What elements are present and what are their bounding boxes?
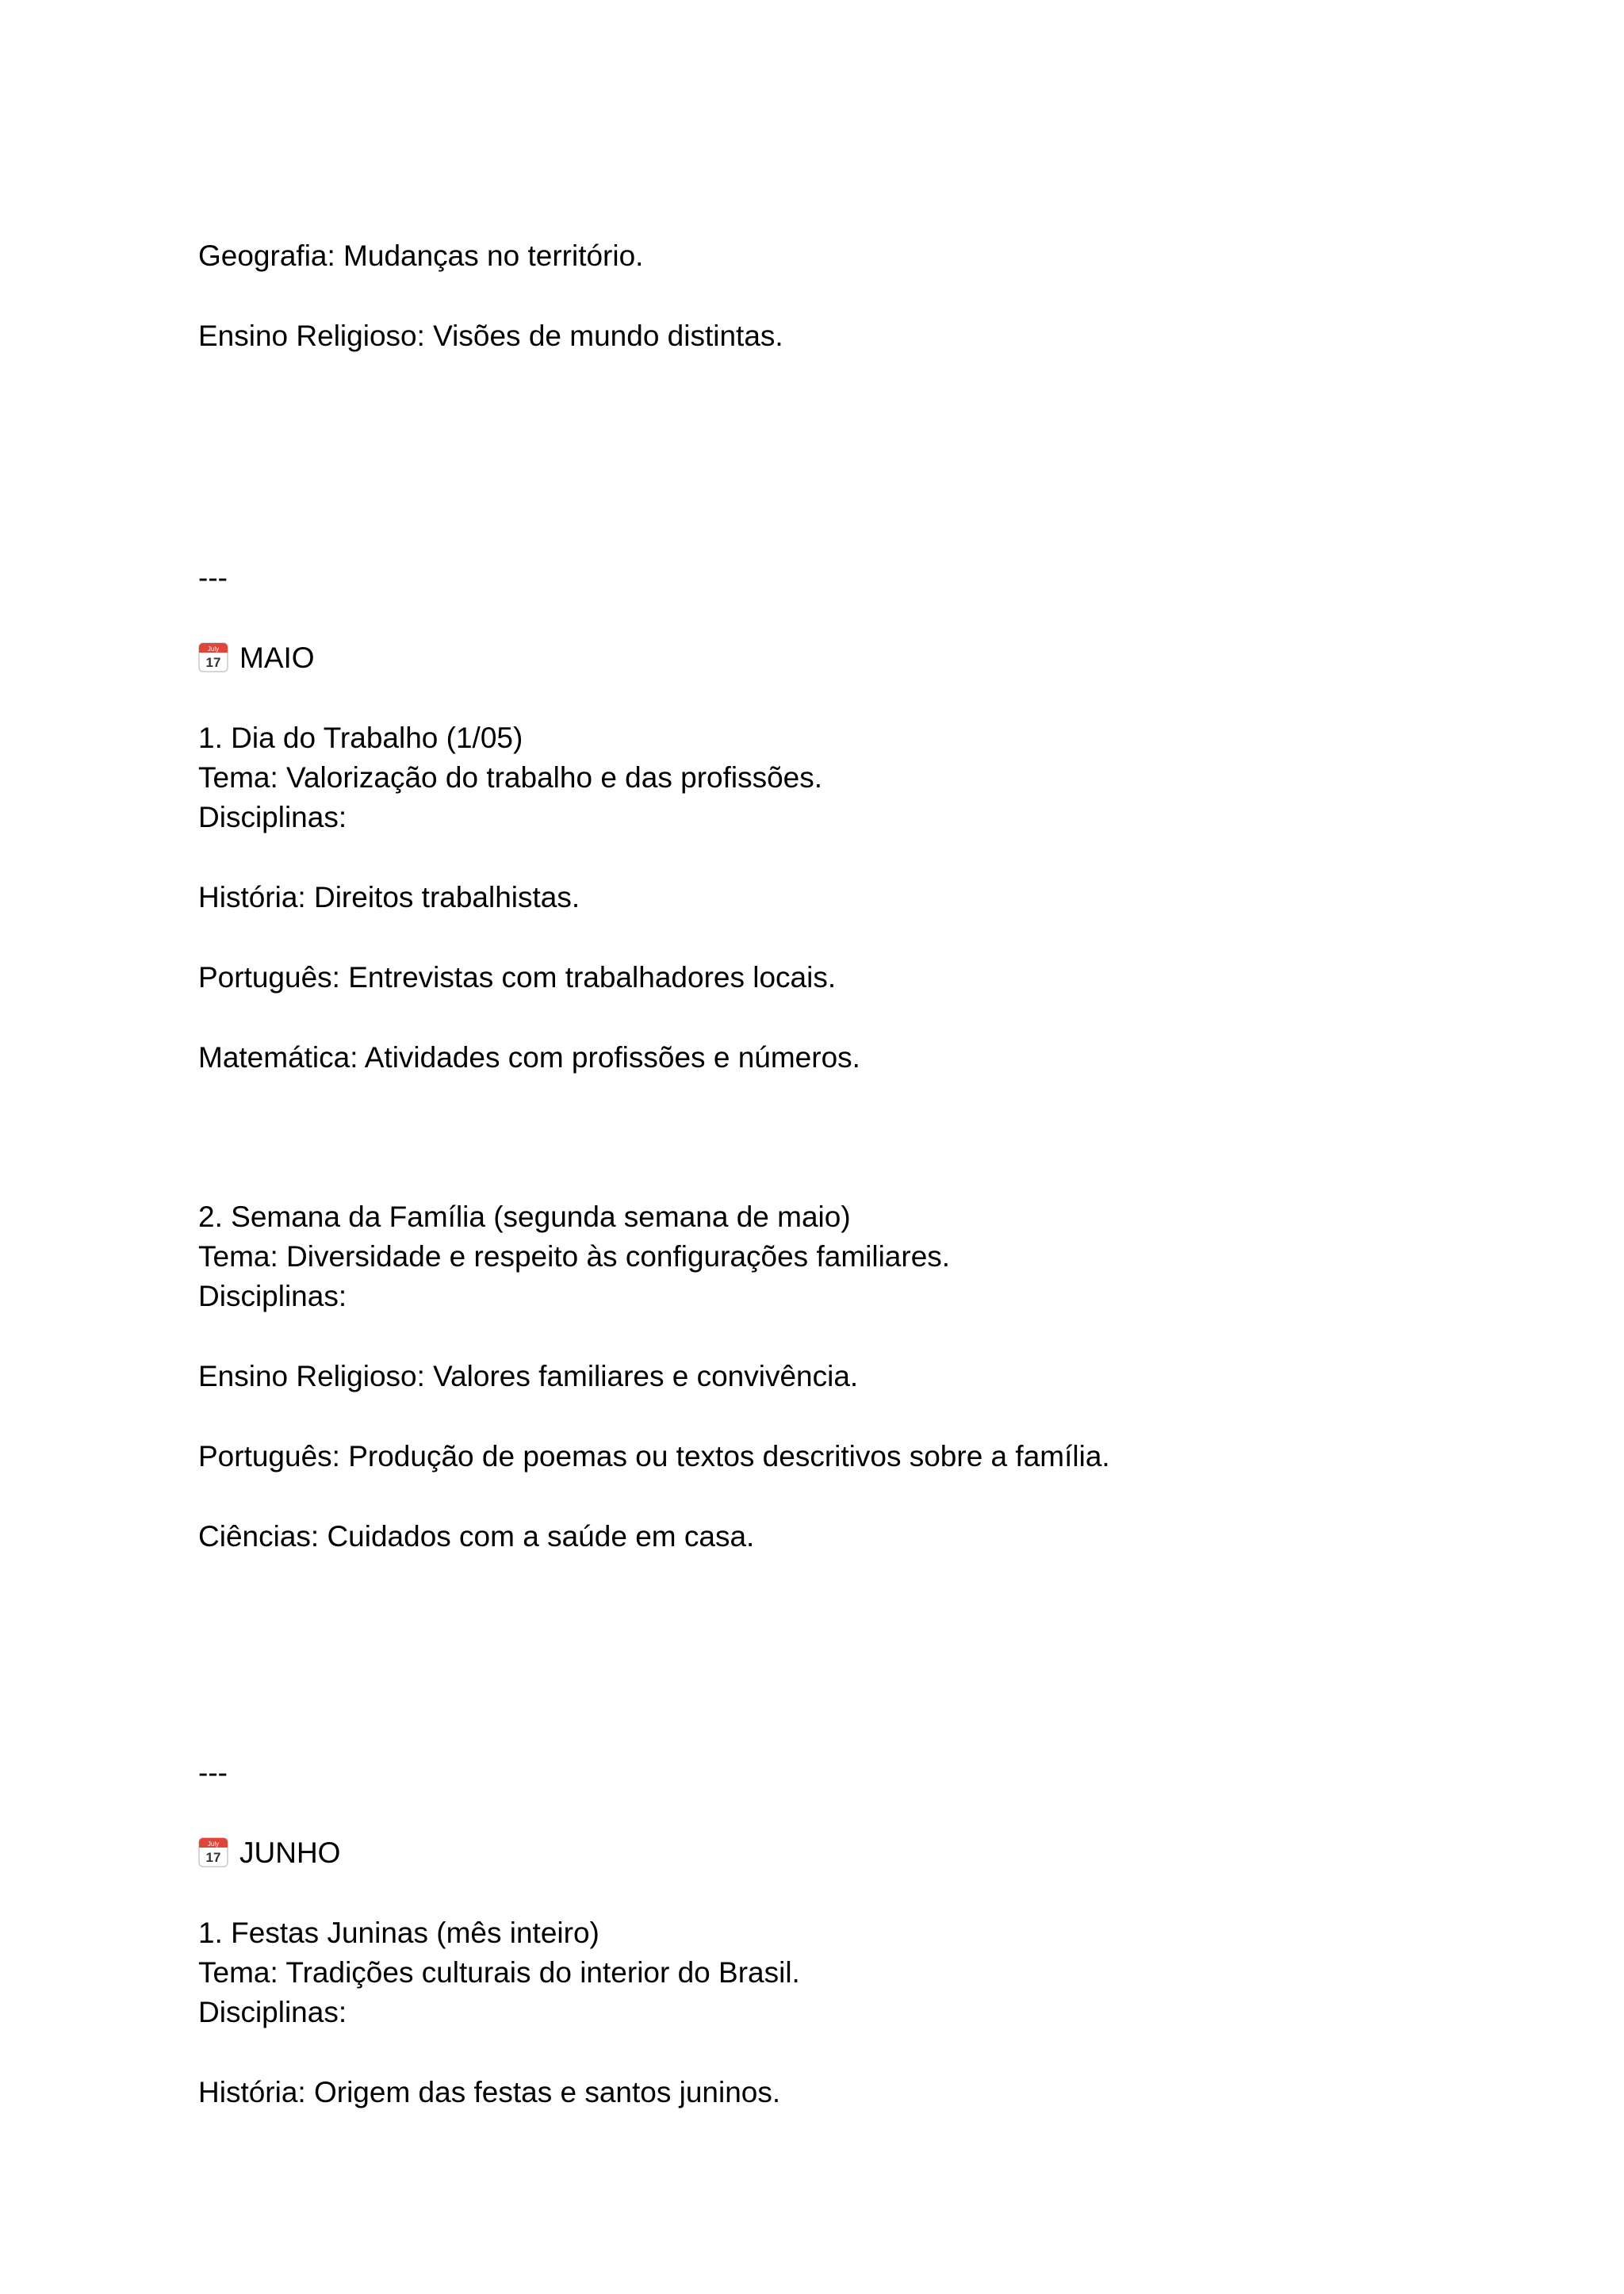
event-title: 1. Dia do Trabalho (1/05): [198, 722, 523, 754]
svg-text:17: 17: [205, 655, 221, 670]
disciplines-label: Disciplinas:: [198, 801, 347, 833]
svg-text:17: 17: [205, 1850, 221, 1865]
svg-text:July: July: [207, 1840, 220, 1848]
calendar-icon: [198, 1837, 228, 1867]
month-name: MAIO: [239, 641, 315, 674]
discipline-item: Português: Produção de poemas ou textos descritivos sobre a família.: [198, 1440, 1110, 1473]
event-theme: Tema: Diversidade e respeito às configurações familiares.: [198, 1240, 951, 1273]
discipline-item: Português: Entrevistas com trabalhadores locais.: [198, 961, 837, 994]
month-heading-maio: [198, 638, 315, 678]
separator: ---: [198, 561, 228, 594]
event-title: 1. Festas Juninas (mês inteiro): [198, 1917, 599, 1949]
event-theme: Tema: Valorização do trabalho e das profissões.: [198, 761, 823, 794]
month-heading-junho: [198, 1833, 340, 1873]
discipline-item: História: Direitos trabalhistas.: [198, 881, 580, 913]
discipline-geografia: Geografia: Mudanças no território.: [198, 239, 644, 272]
calendar-icon: [198, 642, 228, 672]
event-theme: Tema: Tradições culturais do interior do Brasil.: [198, 1956, 800, 1989]
month-name: JUNHO: [239, 1836, 341, 1869]
discipline-item: Matemática: Atividades com profissões e números.: [198, 1041, 860, 1074]
svg-text:July: July: [207, 645, 220, 653]
disciplines-label: Disciplinas:: [198, 1280, 347, 1312]
event-title: 2. Semana da Família (segunda semana de maio): [198, 1201, 851, 1233]
discipline-ensino-religioso: Ensino Religioso: Visões de mundo distintas.: [198, 320, 783, 352]
separator: ---: [198, 1756, 228, 1789]
discipline-item: Ensino Religioso: Valores familiares e convivência.: [198, 1360, 859, 1392]
discipline-item: História: Origem das festas e santos juninos.: [198, 2076, 781, 2108]
discipline-item: Ciências: Cuidados com a saúde em casa.: [198, 1520, 755, 1553]
disciplines-label: Disciplinas:: [198, 1996, 347, 2028]
